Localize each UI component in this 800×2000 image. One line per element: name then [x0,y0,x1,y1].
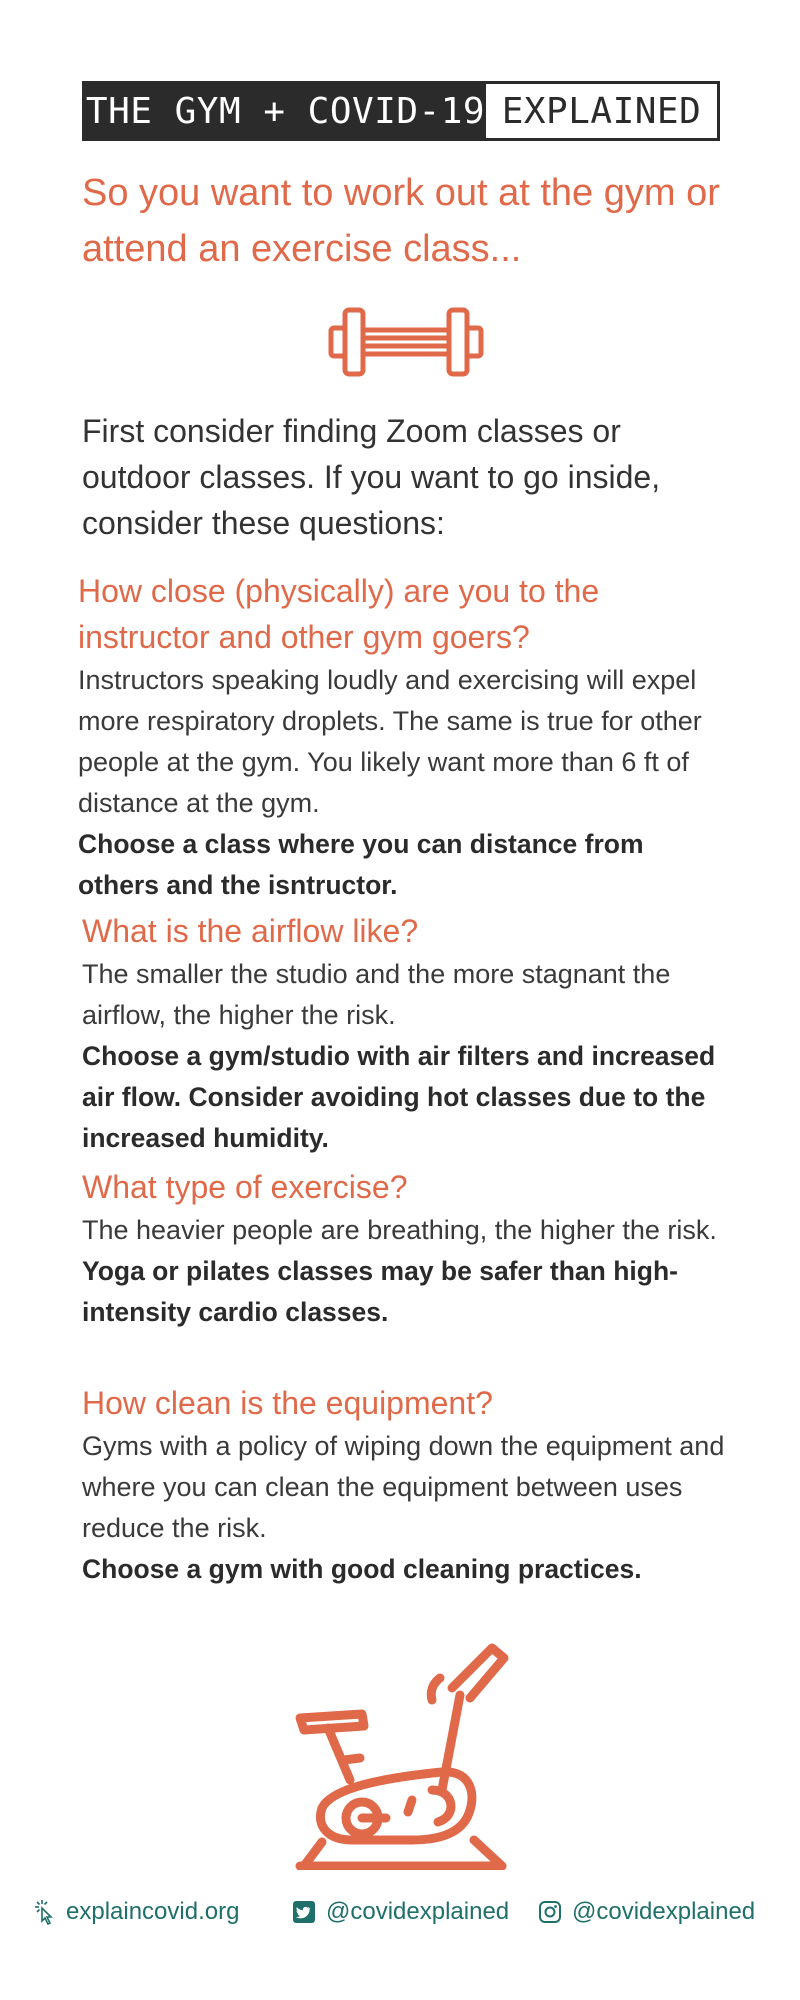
intro-text: First consider finding Zoom classes or outdoor classes. If you want to go inside, consider these questions: [82,413,661,541]
banner-subtitle: EXPLAINED [501,90,702,132]
footer-website-link[interactable] [34,1898,239,1926]
instagram-handle: @covidexplained [572,1898,756,1925]
question-tip: Yoga or pilates classes may be safer than high-intensity cardio classes. [82,1256,678,1327]
question-body: Instructors speaking loudly and exercising will expel more respiratory droplets. The same is true for other people at the gym. You likely want more than 6 ft of distance at the gym. [78,665,702,818]
question-body: The smaller the studio and the more stagnant the airflow, the higher the risk. [82,959,671,1030]
banner-title: THE GYM + COVID-19 [85,84,486,138]
footer-instagram-link[interactable] [538,1898,755,1926]
question-title: How close (physically) are you to the instructor and other gym goers? [78,573,600,655]
question-title: What type of exercise? [82,1169,408,1205]
footer [30,1898,770,1938]
instagram-icon [538,1900,562,1924]
question-proximity [78,568,728,906]
twitter-handle: @covidexplained [326,1898,510,1925]
question-tip: Choose a gym/studio with air filters and increased air flow. Consider avoiding hot classes due to the increased humidity. [82,1041,716,1153]
question-tip: Choose a gym with good cleaning practices. [82,1554,642,1584]
question-tip: Choose a class where you can distance from others and the isntructor. [78,829,644,900]
question-exercise-type [82,1164,732,1333]
twitter-icon [292,1900,316,1924]
title-banner [82,81,720,141]
question-airflow [82,908,732,1159]
question-equipment [82,1380,732,1590]
headline: So you want to work out at the gym or attend an exercise class... [82,172,720,270]
website-label: explaincovid.org [66,1898,240,1925]
question-body: Gyms with a policy of wiping down the equipment and where you can clean the equipment between uses reduce the risk. [82,1431,725,1543]
question-body: The heavier people are breathing, the higher the risk. [82,1215,717,1245]
exercise-bike-icon [292,1640,518,1870]
cursor-click-icon [34,1899,56,1925]
question-title: How clean is the equipment? [82,1385,493,1421]
question-title: What is the airflow like? [82,913,419,949]
footer-twitter-link[interactable] [292,1898,509,1926]
dumbbell-icon [328,300,484,384]
